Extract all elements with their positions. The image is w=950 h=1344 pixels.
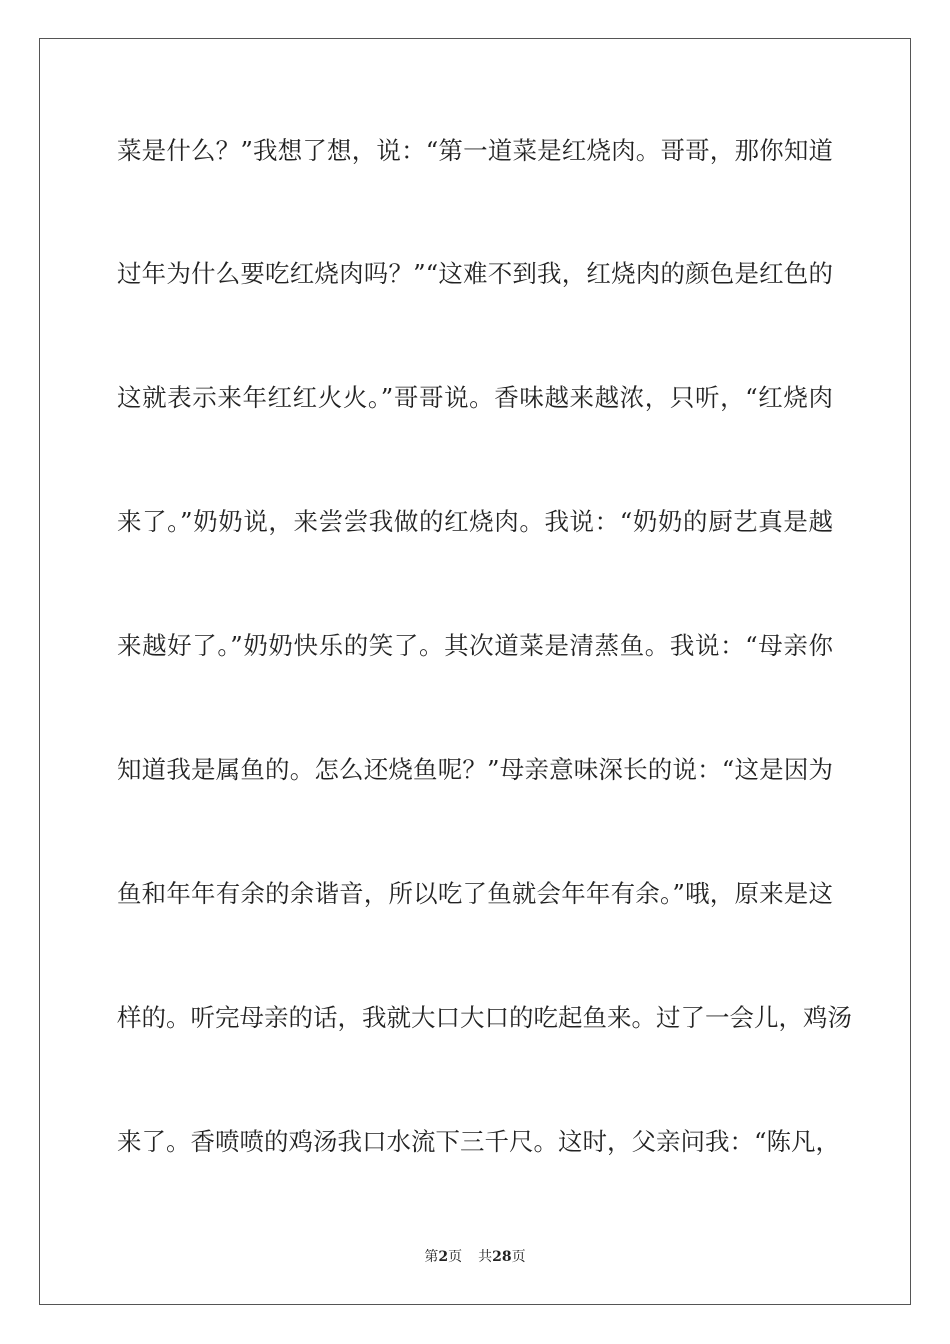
text-line-6: 知道我是属鱼的。怎么还烧鱼呢？”母亲意味深长的说：“这是因为 (117, 755, 833, 784)
page-footer (0, 1247, 950, 1267)
total-suffix: 页 (511, 1249, 526, 1265)
page-total: 28 (492, 1249, 512, 1265)
page-border (39, 38, 911, 1305)
page-suffix: 页 (448, 1249, 463, 1265)
text-line-4: 来了。”奶奶说，来尝尝我做的红烧肉。我说：“奶奶的厨艺真是越 (117, 507, 833, 536)
text-line-2: 过年为什么要吃红烧肉吗？”“这难不到我，红烧肉的颜色是红色的 (117, 259, 833, 288)
page-current: 2 (438, 1249, 449, 1265)
total-prefix: 共 (478, 1249, 493, 1265)
text-line-3: 这就表示来年红红火火。”哥哥说。香味越来越浓，只听，“红烧肉 (117, 383, 833, 412)
text-line-5: 来越好了。”奶奶快乐的笑了。其次道菜是清蒸鱼。我说：“母亲你 (117, 631, 833, 660)
text-line-7: 鱼和年年有余的余谐音，所以吃了鱼就会年年有余。”哦，原来是这 (117, 879, 833, 908)
text-line-9: 来了。香喷喷的鸡汤我口水流下三千尺。这时，父亲问我：“陈凡， (117, 1127, 841, 1156)
page-prefix: 第 (424, 1249, 439, 1265)
text-line-8: 样的。听完母亲的话，我就大口大口的吃起鱼来。过了一会儿，鸡汤 (117, 1003, 852, 1032)
text-line-1: 菜是什么？”我想了想，说：“第一道菜是红烧肉。哥哥，那你知道 (117, 136, 833, 165)
